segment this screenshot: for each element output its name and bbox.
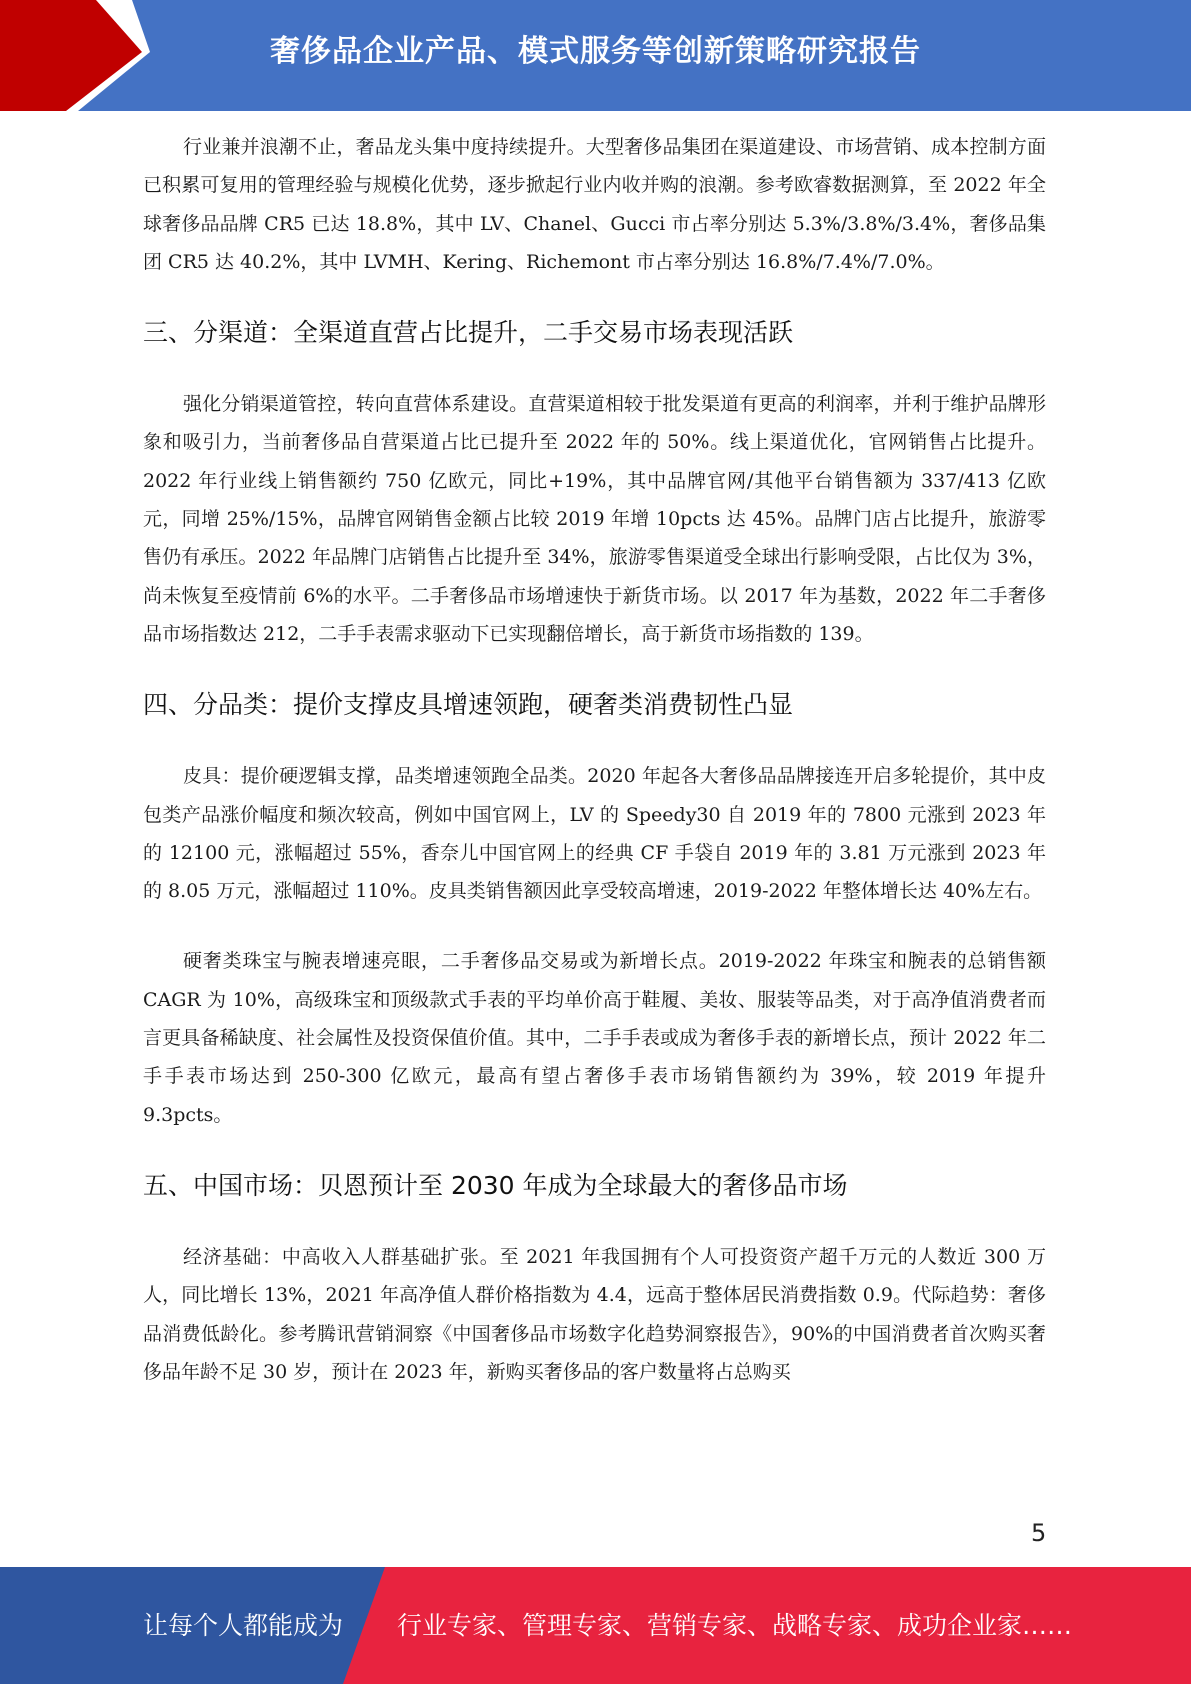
heading-china-market: 五、中国市场：贝恩预计至 2030 年成为全球最大的奢侈品市场	[143, 1170, 848, 1200]
report-title: 奢侈品企业产品、模式服务等创新策略研究报告	[270, 34, 921, 69]
heading-categories: 四、分品类：提价支撑皮具增速领跑，硬奢类消费韧性凸显	[143, 690, 794, 720]
page-header	[0, 0, 1191, 111]
footer-slogan: 让每个人都能成为	[143, 1611, 344, 1640]
paragraph-china-market: 经济基础：中高收入人群基础扩张。至 2021 年我国拥有个人可投资资产超千万元的人数近 300 万人，同比增长 13%，2021 年高净值人群价格指数为 4.4，远高于整体居民消费指数 0.9。代际趋势：奢侈品消费低龄化。参考腾讯营销洞察《中国奢侈品市场数字化趋势洞察报告》，90%的中国消费者首次购买奢侈品年龄不足 30 岁，预计在 2023 年，新购买奢侈品的客户数量将占总购买	[143, 1245, 1046, 1383]
page-footer	[0, 1567, 1191, 1684]
paragraph-leather-goods: 皮具：提价硬逻辑支撑，品类增速领跑全品类。2020 年起各大奢侈品品牌接连开启多轮提价，其中皮包类产品涨价幅度和频次较高，例如中国官网上，LV 的 Speedy30 自 2019 年的 7800 元涨到 2023 年的 12100 元，涨幅超过 55%，香奈儿中国官网上的经典 CF 手袋自 2019 年的 3.81 万元涨到 2023 年的 8.05 万元，涨幅超过 110%。皮具类销售额因此享受较高增速，2019-2022 年整体增长达 40%左右。	[143, 765, 1046, 903]
paragraph-hard-luxury: 硬奢类珠宝与腕表增速亮眼，二手奢侈品交易或为新增长点。2019-2022 年珠宝和腕表的总销售额 CAGR 为 10%，高级珠宝和顶级款式手表的平均单价高于鞋履、美妆、服装等品类，对于高净值消费者而言更具备稀缺度、社会属性及投资保值价值。其中，二手手表或成为奢侈手表的新增长点，预计 2022 年二手手表市场达到 250-300 亿欧元，最高有望占奢侈手表市场销售额约为 39%，较 2019 年提升 9.3pcts。	[143, 950, 1046, 1126]
page-body	[143, 128, 1046, 1423]
footer-roles: 行业专家、管理专家、营销专家、战略专家、成功企业家……	[397, 1611, 1073, 1640]
paragraph-channels: 强化分销渠道管控，转向直营体系建设。直营渠道相较于批发渠道有更高的利润率，并利于维护品牌形象和吸引力，当前奢侈品自营渠道占比已提升至 2022 年的 50%。线上渠道优化，官网销售占比提升。2022 年行业线上销售额约 750 亿欧元，同比+19%，其中品牌官网/其他平台销售额为 337/413 亿欧元，同增 25%/15%，品牌官网销售金额占比较 2019 年增 10pcts 达 45%。品牌门店占比提升，旅游零售仍有承压。2022 年品牌门店销售占比提升至 34%，旅游零售渠道受全球出行影响受限，占比仅为 3%，尚未恢复至疫情前 6%的水平。二手奢侈品市场增速快于新货市场。以 2017 年为基数，2022 年二手奢侈品市场指数达 212，二手手表需求驱动下已实现翻倍增长，高于新货市场指数的 139。	[143, 393, 1046, 645]
paragraph-industry-consolidation: 行业兼并浪潮不止，奢品龙头集中度持续提升。大型奢侈品集团在渠道建设、市场营销、成本控制方面已积累可复用的管理经验与规模化优势，逐步掀起行业内收并购的浪潮。参考欧睿数据测算，至 2022 年全球奢侈品品牌 CR5 已达 18.8%，其中 LV、Chanel、Gucci 市占率分别达 5.3%/3.8%/3.4%，奢侈品集团 CR5 达 40.2%，其中 LVMH、Kering、Richemont 市占率分别达 16.8%/7.4%/7.0%。	[143, 136, 1046, 273]
page-number: 5	[1031, 1519, 1047, 1547]
heading-channels: 三、分渠道：全渠道直营占比提升，二手交易市场表现活跃	[143, 318, 794, 348]
red-arrow-icon	[0, 0, 160, 111]
